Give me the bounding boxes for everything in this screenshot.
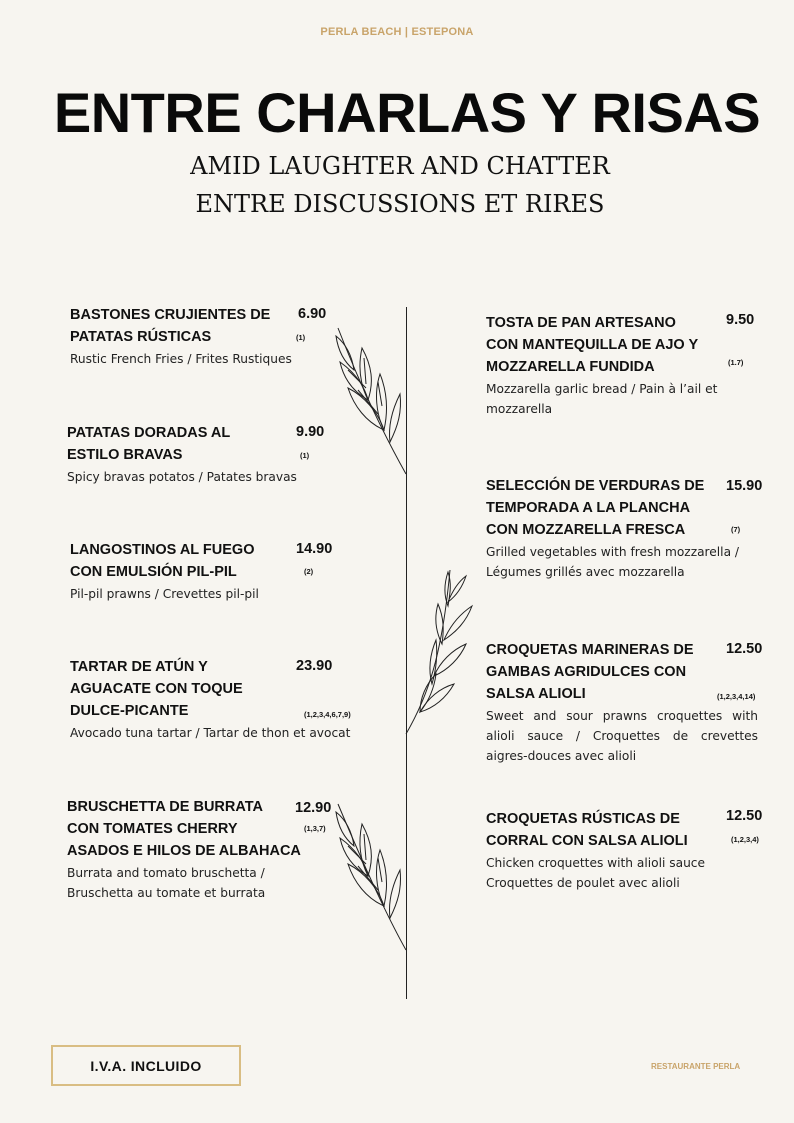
allergen-codes: (1,2,3,4,6,7,9) (304, 710, 351, 719)
dish-price: 23.90 (296, 658, 333, 674)
tax-included-box (51, 1045, 241, 1086)
dish-description: Pil-pil prawns / Crevettes pil-pil (70, 587, 259, 601)
dish-price: 12.90 (295, 800, 332, 816)
menu-item-langostinos (70, 539, 380, 604)
menu-item-verduras (486, 475, 776, 582)
allergen-codes: (1) (300, 451, 310, 460)
menu-item-croquetas-marineras (486, 639, 763, 766)
dish-description: Burrata and tomato bruschetta / Bruschetta au tomate et burrata (67, 866, 266, 900)
dish-description: Avocado tuna tartar / Tartar de thon et avocat (70, 726, 351, 740)
menu-item-patatas-bravas (67, 422, 377, 487)
dish-price: 6.90 (298, 306, 327, 322)
allergen-codes: (1) (296, 333, 306, 342)
dish-price: 9.90 (296, 424, 325, 440)
menu-subtitle-french: ENTRE DISCUSSIONS ET RIRES (195, 190, 605, 218)
dish-name: CROQUETAS MARINERAS DE GAMBAS AGRIDULCES CON SALSA ALIOLI (486, 642, 694, 702)
leaf-branch-icon (404, 566, 480, 738)
dish-price: 12.50 (726, 641, 763, 657)
allergen-codes: (7) (731, 525, 741, 534)
allergen-codes: (1,2,3,4,14) (717, 692, 756, 701)
menu-subtitle-english: AMID LAUGHTER AND CHATTER (190, 152, 610, 180)
allergen-codes: (2) (304, 567, 314, 576)
menu-item-croquetas-rusticas (486, 808, 776, 893)
menu-item-bruschetta (67, 796, 387, 903)
allergen-codes: (1.7) (728, 358, 744, 367)
dish-name: CROQUETAS RÚSTICAS DE CORRAL CON SALSA ALIOLI (486, 811, 688, 849)
dish-description: Rustic French Fries / Frites Rustiques (70, 352, 292, 366)
tax-included-label: I.V.A. INCLUIDO (90, 1057, 202, 1074)
dish-name: PATATAS DORADAS AL ESTILO BRAVAS (67, 425, 231, 463)
dish-price: 14.90 (296, 541, 333, 557)
dish-name: SELECCIÓN DE VERDURAS DE TEMPORADA A LA PLANCHA CON MOZZARELLA FRESCA (486, 478, 705, 538)
brand-header: PERLA BEACH | ESTEPONA (320, 26, 474, 38)
menu-title: ENTRE CHARLAS Y RISAS (53, 81, 761, 144)
dish-price: 12.50 (726, 808, 763, 824)
dish-name: BASTONES CRUJIENTES DE PATATAS RÚSTICAS (70, 307, 271, 345)
menu-item-tartar-atun (70, 656, 380, 743)
dish-description: Chicken croquettes with alioli sauce Croquettes de poulet avec alioli (486, 856, 705, 890)
footer-restaurant-name: RESTAURANTE PERLA (651, 1062, 741, 1071)
allergen-codes: (1,2,3,4) (731, 835, 759, 844)
dish-name: LANGOSTINOS AL FUEGO CON EMULSIÓN PIL-PIL (70, 542, 255, 580)
allergen-codes: (1,3,7) (304, 824, 326, 833)
menu-item-tosta-pan (486, 312, 776, 419)
dish-name: TARTAR DE ATÚN Y AGUACATE CON TOQUE DULCE-PICANTE (70, 659, 243, 719)
menu-item-bastones (70, 304, 380, 369)
dish-price: 15.90 (726, 478, 763, 494)
dish-name: TOSTA DE PAN ARTESANO CON MANTEQUILLA DE AJO Y MOZZARELLA FUNDIDA (486, 315, 699, 375)
dish-description: Sweet and sour prawns croquettes with alioli sauce / Croquettes de crevettes aigres-douces avec alioli (486, 709, 758, 763)
dish-price: 9.50 (726, 312, 755, 328)
dish-description: Mozzarella garlic bread / Pain à l’ail et mozzarella (486, 382, 718, 416)
dish-description: Grilled vegetables with fresh mozzarella / Légumes grillés avec mozzarella (486, 545, 740, 579)
dish-description: Spicy bravas potatos / Patates bravas (67, 470, 297, 484)
dish-name: BRUSCHETTA DE BURRATA CON TOMATES CHERRY ASADOS E HILOS DE ALBAHACA (67, 799, 301, 859)
